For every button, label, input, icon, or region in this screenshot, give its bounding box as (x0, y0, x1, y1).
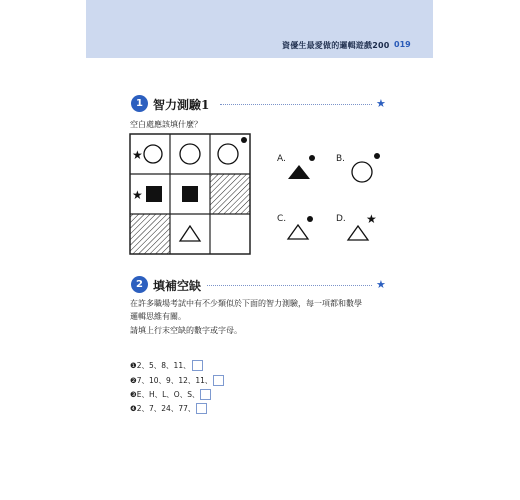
paragraph-line: 請填上行末空缺的數字或字母。 (130, 326, 242, 335)
answer-box[interactable] (200, 389, 211, 400)
triangle-icon (288, 225, 308, 239)
option-b-label[interactable]: B. (336, 154, 346, 164)
exercise-row (130, 402, 207, 414)
grid-cell-hatched (130, 214, 170, 254)
option-c-label[interactable]: C. (277, 214, 287, 224)
exercise-sequence: E、H、L、O、S、 (136, 389, 200, 399)
answer-box[interactable] (192, 360, 203, 371)
exercise-sequence: 7、10、9、12、11、 (136, 375, 213, 385)
dot-icon (309, 155, 315, 161)
circle-icon (352, 162, 372, 182)
star-icon: ★ (366, 212, 377, 226)
section-1-rule (220, 104, 372, 105)
star-icon: ★ (376, 278, 386, 291)
exercise-sequence: 2、5、8、11、 (136, 360, 191, 370)
section-1-number: 1 (131, 95, 148, 112)
puzzle-grid (129, 133, 251, 255)
dot-icon (374, 153, 380, 159)
circle-icon (180, 144, 200, 164)
page-number: 019 (394, 40, 411, 49)
section-1-title: 智力測驗1 (153, 98, 210, 112)
grid-cell-hatched (210, 174, 250, 214)
exercise-sequence: 2、7、24、77、 (136, 403, 196, 413)
triangle-icon (348, 226, 368, 240)
section-2-rule (207, 285, 372, 286)
option-a-figure[interactable] (285, 152, 321, 184)
paragraph-line: 邏輯思維有關。 (130, 312, 186, 321)
dot-icon (241, 137, 247, 143)
answer-box[interactable] (196, 403, 207, 414)
option-c-figure[interactable] (285, 213, 321, 243)
star-icon: ★ (132, 188, 143, 202)
filled-triangle-icon (288, 165, 310, 179)
exercise-marker: ❸ (130, 389, 137, 399)
star-icon: ★ (376, 97, 386, 110)
star-icon: ★ (132, 148, 143, 162)
exercise-marker: ❶ (130, 360, 137, 370)
option-d-label[interactable]: D. (336, 214, 346, 224)
exercise-row (130, 359, 203, 371)
option-d-figure[interactable] (343, 210, 383, 244)
exercise-marker: ❹ (130, 403, 137, 413)
filled-square-icon (146, 186, 162, 202)
question-text: 空白處應該填什麼？ (130, 120, 202, 129)
triangle-icon (180, 226, 200, 241)
circle-icon (144, 145, 162, 163)
dot-icon (307, 216, 313, 222)
exercise-row (130, 374, 224, 386)
exercise-marker: ❷ (130, 375, 137, 385)
circle-icon (218, 144, 238, 164)
option-a-label[interactable]: A. (277, 154, 286, 164)
section-2-number: 2 (131, 276, 148, 293)
exercise-row (130, 388, 211, 400)
option-b-figure[interactable] (345, 150, 383, 186)
filled-square-icon (182, 186, 198, 202)
book-title: 資優生最愛做的邏輯遊戲200 (282, 41, 390, 50)
answer-box[interactable] (213, 375, 224, 386)
paragraph-line: 在許多職場考試中有不少類似於下面的智力測驗，每一項都和數學 (130, 299, 362, 308)
section-2-title: 填補空缺 (153, 279, 202, 293)
